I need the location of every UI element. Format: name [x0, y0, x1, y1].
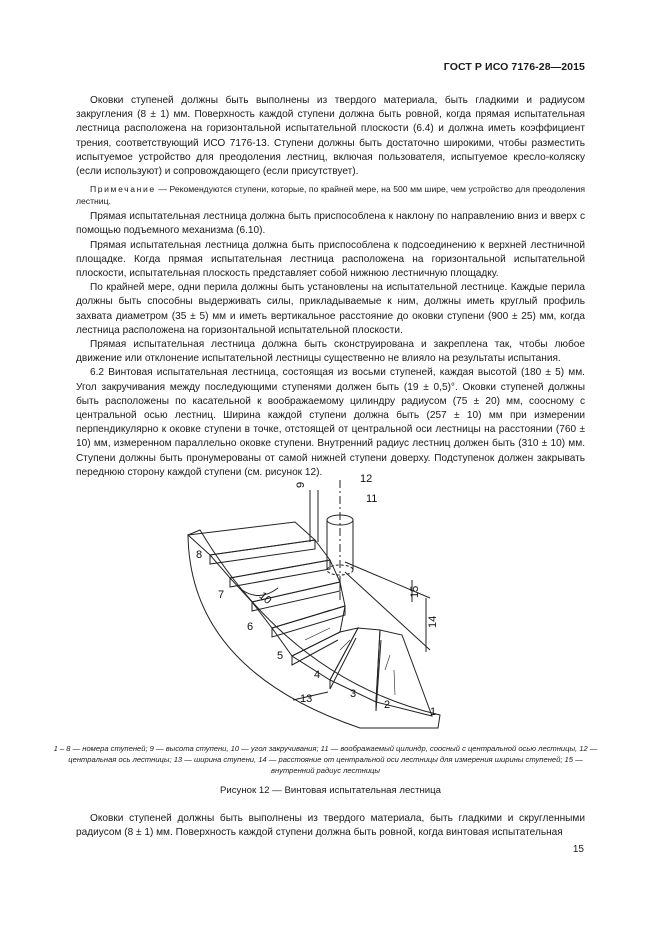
label-15: 15 — [409, 585, 421, 598]
figure-title: Рисунок 12 — Винтовая испытательная лестница — [220, 785, 441, 796]
paragraph: Прямая испытательная лестница должна быть приспособлена к подсоединению к верхней лестничной площадке. Когда прямая испытательная лестница расположена на горизонтальной испытательной плоскости, испытательная плоскость представляет собой нижнюю лестничную площадку. — [76, 239, 585, 280]
label-13: 13 — [300, 693, 313, 705]
paragraph: Прямая испытательная лестница должна быть приспособлена к наклону по направлению вниз и вверх с помощью подъемного механизма (6.10). — [76, 211, 585, 237]
label-14: 14 — [427, 615, 439, 628]
figure-legend: 1 – 8 — номера ступеней; 9 — высота ступени, 10 — угол закручивания; 11 — воображаемый цилиндр, соосный с центральной осью лестницы, 12 — центральная ось лестницы; 13 — ширина ступени, 14 — расстояние от центральной оси лестницы для измерения ширины ступеней; 15 — внутренний радиус лестницы — [53, 744, 598, 776]
spiral-stair-drawing — [180, 470, 470, 730]
note-label: Примечание — [90, 184, 156, 195]
label-11: 11 — [366, 493, 378, 505]
label-10: 10 — [256, 589, 274, 607]
label-3: 3 — [350, 688, 357, 700]
paragraph: Прямая испытательная лестница должна быть сконструирована и закреплена так, чтобы любое движение или отклонение испытательной лестницы существенно не влияло на результаты испытания. — [76, 339, 585, 365]
label-9: 9 — [295, 481, 307, 488]
paragraph: 6.2 Винтовая испытательная лестница, состоящая из восьми ступеней, каждая высотой (180 ± 5) мм. Угол закручивания между последующими ступенями должен быть (19 ± 0,5)°. Оковки ступеней должны быть расположены по касательной к воображаемому цилиндру радиусом (75 ± 20) мм, соосному с центральной осью лестниц. Ширина каждой ступени должна быть (257 ± 10) мм при измерении перпендикулярно к оковке ступени в точке, отстоящей от центральной оси лестницы на расстоянии (760 ± 10) мм, измеренном параллельно оковке ступени. Внутренний радиус лестниц должен быть (310 ± 10) мм. Ступени должны быть пронумерованы от самой нижней ступени доверху. Подступенок должен закрывать переднюю сторону каждой ступени (см. рисунок 12). — [76, 367, 585, 478]
spiral-stair-figure — [180, 470, 470, 730]
paragraph: Оковки ступеней должны быть выполнены из твердого материала, быть гладкими и радиусом закругления (8 ± 1) мм. Поверхность каждой ступени должна быть ровной, когда прямая испытательная лестница расположена на горизонтальной испытательной плоскости (6.4) и должна иметь коэффициент трения, соответствующий ИСО 7176-13. Ступени должны быть достаточно широкими, чтобы разместить испытуемое устройство для преодоления лестниц, включая пользователя, испытуемое кресло-коляску (если используют) и сопровождающего (если присутствует). — [76, 95, 585, 178]
label-6: 6 — [247, 621, 254, 633]
document-header: ГОСТ Р ИСО 7176-28—2015 — [443, 61, 585, 73]
label-8: 8 — [196, 549, 203, 561]
paragraph: По крайней мере, одни перила должны быть установлены на испытательной лестнице. Каждые перила должны быть способны выдерживать силы, прикладываемые к ним, должны иметь круглый профиль захвата диаметром (35 ± 5) мм и иметь вертикальное расстояние до оковки ступени (900 ± 25) мм, когда лестница расположена на горизонтальной испытательной плоскости. — [76, 282, 585, 336]
note-text: — Рекомендуются ступени, которые, по крайней мере, на 500 мм шире, чем устройство для преодоления лестниц. — [76, 184, 585, 207]
paragraph: Оковки ступеней должны быть выполнены из твердого материала, быть гладкими и скругленными радиусом (8 ± 1) мм. Поверхность каждой ступени должна быть ровной, когда винтовая испытательная — [76, 813, 585, 839]
continuation-text — [76, 812, 585, 840]
label-7: 7 — [218, 589, 225, 601]
label-5: 5 — [277, 650, 284, 662]
label-2: 2 — [384, 699, 391, 711]
label-4: 4 — [314, 669, 321, 681]
page-number: 15 — [572, 844, 584, 855]
label-12: 12 — [360, 473, 373, 485]
note — [76, 183, 585, 207]
label-1: 1 — [430, 706, 437, 718]
main-text-block — [76, 94, 585, 480]
